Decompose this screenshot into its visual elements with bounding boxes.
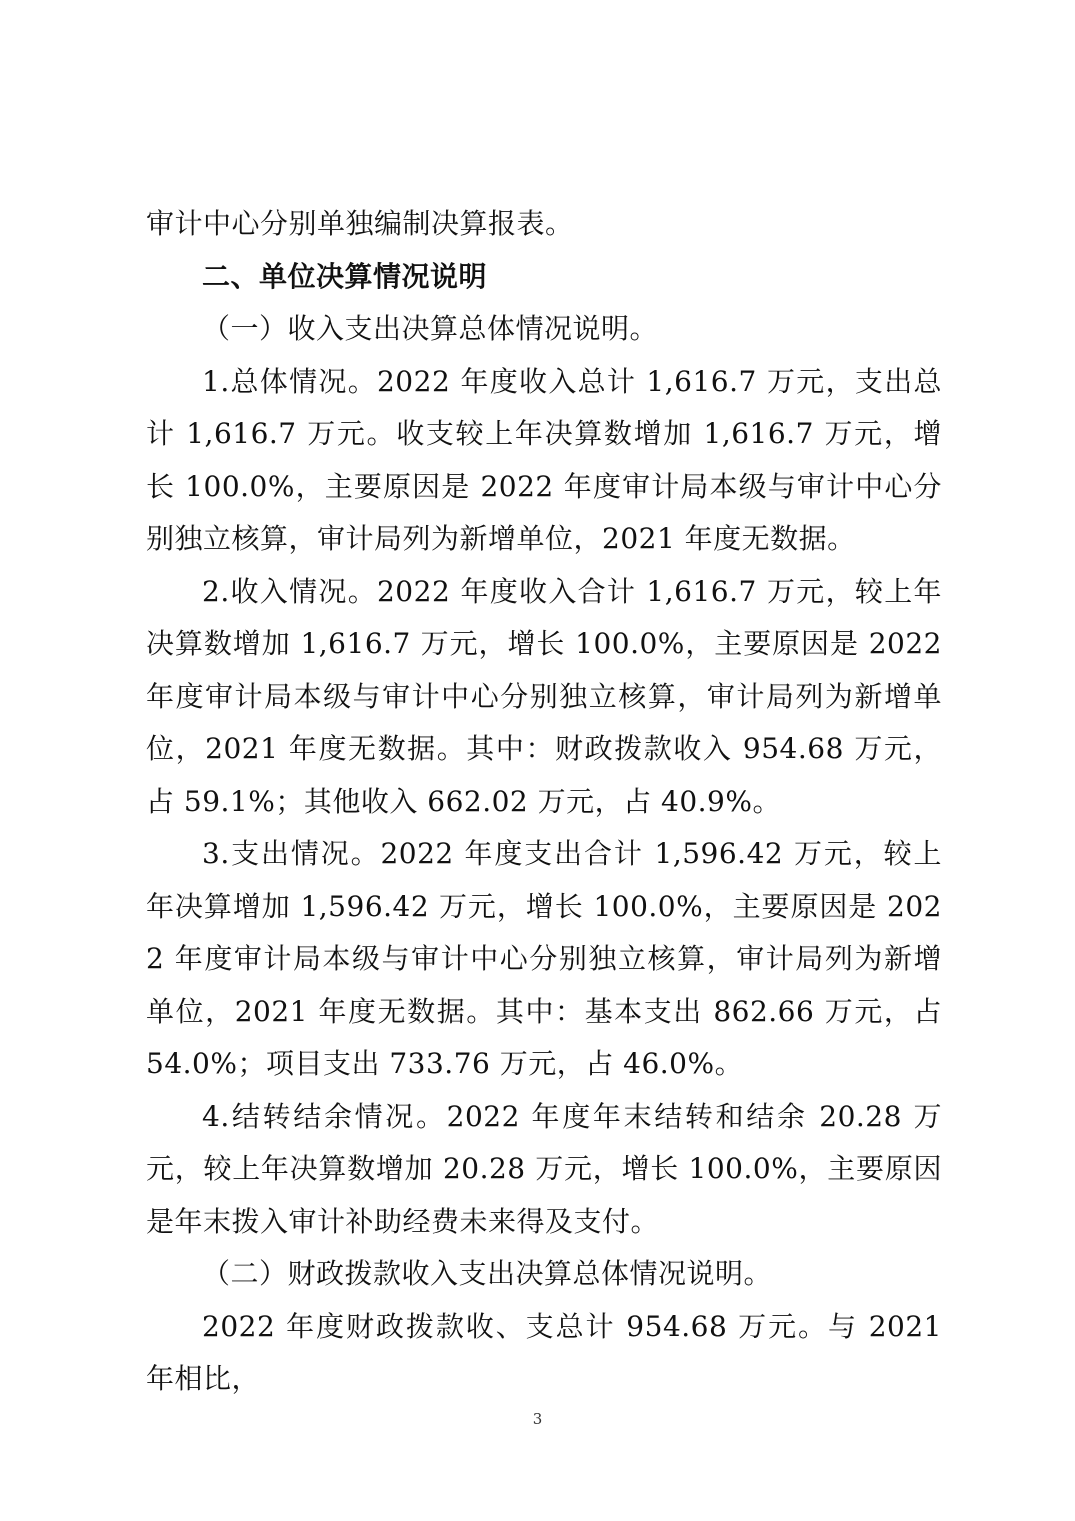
paragraph-continuation: 审计中心分别单独编制决算报表。 [146, 207, 574, 240]
paragraph-expenditure: 3.支出情况。2022 年度支出合计 1,596.42 万元，较上年决算增加 1,596.42 万元，增长 100.0%，主要原因是 2022 年度审计局本级与审计中心分别独立核算，审计局列为新增单位，2021 年度无数据。其中：基本支出 862.66 万元，占 54.0%；项目支出 733.76 万元，占 46.0%。 [146, 837, 942, 1080]
paragraph-carryover: 4.结转结余情况。2022 年度年末结转和结余 20.28 万元，较上年决算数增加 20.28 万元，增长 100.0%，主要原因是年末拨入审计补助经费未来得及支付。 [146, 1099, 942, 1238]
section-heading: 二、单位决算情况说明 [202, 259, 488, 293]
document-body [146, 198, 942, 1406]
paragraph-overall: 1.总体情况。2022 年度收入总计 1,616.7 万元，支出总计 1,616.7 万元。收支较上年决算数增加 1,616.7 万元，增长 100.0%，主要原因是 2022 年度审计局本级与审计中心分别独立核算，审计局列为新增单位，2021 年度无数据。 [146, 364, 942, 555]
subsection-heading: （二）财政拨款收入支出决算总体情况说明。 [202, 1257, 773, 1290]
page-number: 3 [532, 1410, 543, 1428]
subsection-heading: （一）收入支出决算总体情况说明。 [202, 312, 659, 345]
paragraph-fiscal: 2022 年度财政拨款收、支总计 954.68 万元。与 2021 年相比， [146, 1309, 942, 1395]
paragraph-income: 2.收入情况。2022 年度收入合计 1,616.7 万元，较上年决算数增加 1,616.7 万元，增长 100.0%，主要原因是 2022 年度审计局本级与审计中心分别独立核算，审计局列为新增单位，2021 年度无数据。其中：财政拨款收入 954.68 万元，占 59.1%；其他收入 662.02 万元，占 40.9%。 [146, 574, 942, 818]
